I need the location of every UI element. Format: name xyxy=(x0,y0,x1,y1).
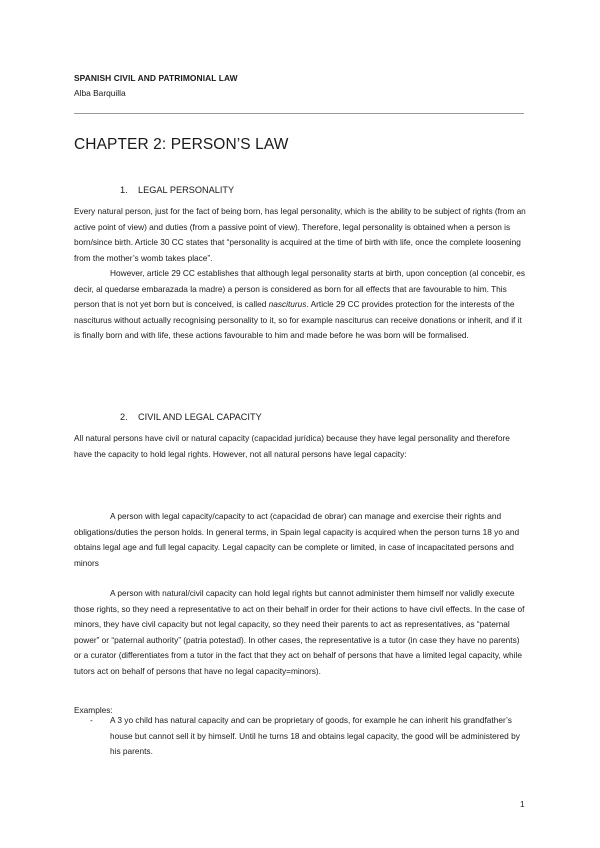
section-heading-civil-legal-capacity xyxy=(120,412,262,422)
section-heading-legal-personality xyxy=(120,185,234,195)
section-number: 2. xyxy=(120,412,128,422)
page-number: 1 xyxy=(520,799,525,809)
paragraph: All natural persons have civil or natural capacity (capacidad jurídica) because they have legal personality and therefore have the capacity to hold legal rights. However, not all natural persons have legal capacity: xyxy=(74,433,510,459)
section-title: LEGAL PERSONALITY xyxy=(138,185,235,195)
latin-term: nasciturus xyxy=(268,299,307,309)
chapter-title: CHAPTER 2: PERSON’S LAW xyxy=(74,136,289,153)
examples-label: Examples: xyxy=(74,705,113,715)
paragraph-text: However, article 29 CC establishes that although legal personality starts at birth, upon conception (al concebir, es decir, al quedarse embarazada la madre) a person is considered as born for all effects that are favourable to him. This person that is not yet born but is conceived, is called xyxy=(74,268,526,309)
list-item-text: A 3 yo child has natural capacity and can be proprietary of goods, for example he can inherit his grandfather’s house but cannot sell it by himself. Until he turns 18 and obtains legal capacity, the good will be administered by his parents. xyxy=(110,715,520,756)
course-title: SPANISH CIVIL AND PATRIMONIAL LAW xyxy=(74,73,238,83)
paragraph: A person with natural/civil capacity can hold legal rights but cannot administer them himself nor validly execute those rights, so they need a representative to act on their behalf in order for their actions to have civil effects. In the case of minors, they have civil capacity but not legal capacity, so they need their parents to act as representatives, as “paternal power” or “paternal authority” (patria potestad). In other cases, the representative is a tutor (in case they have no parents) or a curator (differentiates from a tutor in the fact that they act on behalf of persons that have a limited legal capacity, while tutors act on behalf of persons that have no legal capacity=minors). xyxy=(74,588,525,676)
author-name: Alba Barquilla xyxy=(74,88,126,98)
paragraph: Every natural person, just for the fact of being born, has legal personality, which is the ability to be subject of rights (from an active point of view) and duties (from a passive point of view). Therefore, legal personality is obtained when a person is born/since birth. Article 30 CC states that “personality is acquired at the time of birth with life, once the complete loosening from the mother’s womb takes place”. xyxy=(74,206,526,263)
section-title: CIVIL AND LEGAL CAPACITY xyxy=(138,412,262,422)
bullet: - xyxy=(90,715,93,725)
header-divider xyxy=(74,113,524,114)
section-number: 1. xyxy=(120,185,128,195)
paragraph: A person with legal capacity/capacity to act (capacidad de obrar) can manage and exercise their rights and obligations/duties the person holds. In general terms, in Spain legal capacity is acquired when the person turns 18 yo and obtains legal age and full legal capacity. Legal capacity can be complete or limited, in case of incapacitated persons and minors xyxy=(74,511,520,568)
paragraph xyxy=(74,266,528,344)
paragraph-text: . Article 29 CC provides protection for the interests of the nasciturus without actually recognising personality to it, so for example nasciturus can receive donations or inherit, and if it is finally born and with life, these actions favourable to him and made before he was born will be formalised. xyxy=(74,299,522,340)
